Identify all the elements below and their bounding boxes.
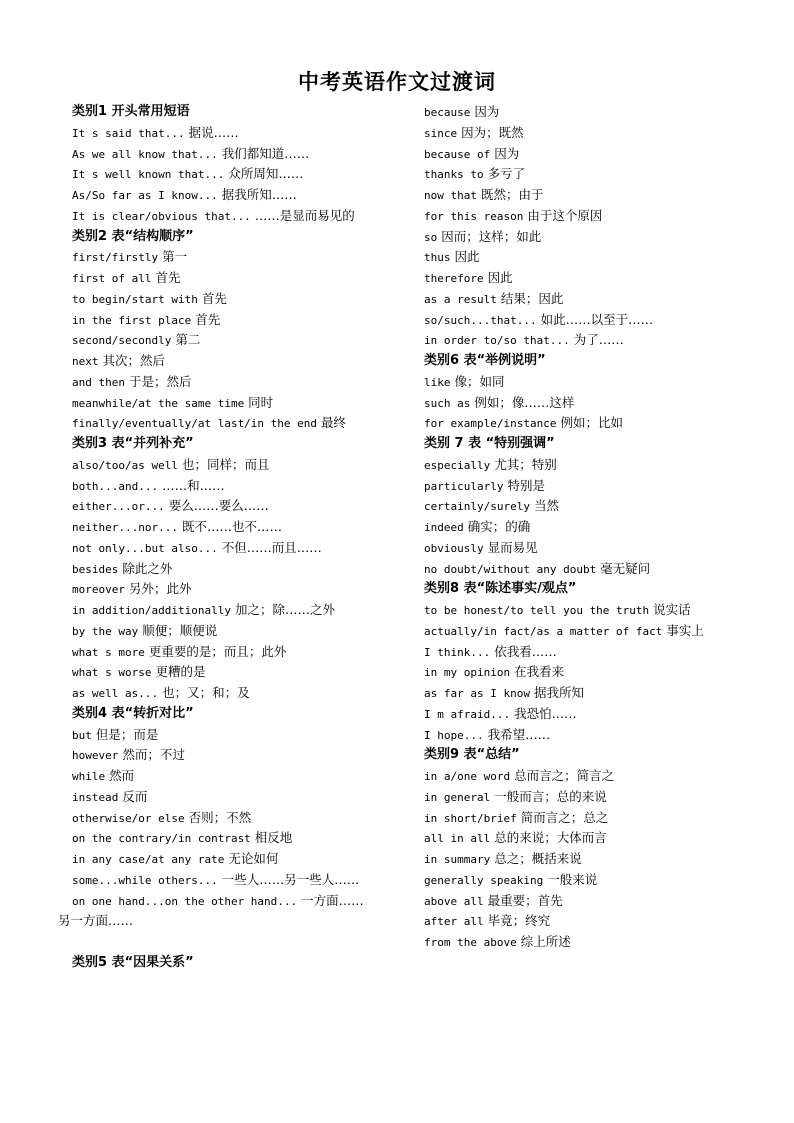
phrase-entry	[424, 247, 754, 268]
entry-english: actually/in fact/as a matter of fact	[424, 624, 663, 638]
entry-chinese: 例如；比如	[560, 415, 623, 431]
phrase-entry	[424, 932, 754, 953]
phrase-entry	[72, 330, 412, 351]
category-heading: 类别3 表“并列补充”	[72, 436, 194, 451]
entry-chinese: 综上所述	[520, 934, 571, 949]
entry-chinese: 另外；此外	[128, 581, 192, 597]
entry-chinese: 反而	[122, 788, 148, 804]
entry-english: first of all	[72, 272, 152, 285]
entry-english: both...and...	[72, 479, 159, 493]
entry-chinese: 总之；概括来说	[494, 851, 582, 866]
phrase-entry	[72, 372, 412, 393]
entry-chinese: 第二	[175, 332, 201, 348]
entry-english: in a/one word	[424, 770, 511, 783]
phrase-entry	[72, 268, 412, 289]
entry-chinese: 为了……	[573, 332, 624, 348]
phrase-entry	[72, 310, 412, 331]
entry-english: as a result	[424, 292, 497, 306]
entry-english: as far as I know	[424, 687, 530, 700]
entry-english: I think...	[424, 645, 491, 659]
entry-english: either...or...	[72, 500, 165, 514]
entry-chinese: 于是；然后	[128, 373, 192, 389]
phrase-entry	[424, 870, 754, 891]
entry-chinese: 一般来说	[547, 871, 598, 887]
phrase-entry	[424, 144, 754, 165]
entry-chinese: 因此	[487, 270, 513, 285]
entry-english: in my opinion	[424, 666, 511, 680]
entry-chinese: 首先	[201, 290, 227, 306]
entry-english: first/firstly	[72, 251, 159, 265]
phrase-entry	[424, 849, 754, 870]
phrase-entry	[424, 559, 754, 580]
entry-english: neither...nor...	[72, 521, 178, 534]
entry-english: indeed	[424, 521, 464, 534]
phrase-entry	[424, 725, 754, 746]
entry-english: also/too/as well	[72, 458, 178, 472]
entry-chinese: ……是显而易见的	[254, 207, 355, 223]
entry-chinese: 因为；既然	[461, 124, 524, 140]
entry-english: moreover	[72, 583, 125, 597]
entry-chinese: 我希望……	[487, 726, 551, 742]
entry-chinese: 一般而言；总的来说	[494, 788, 607, 804]
entry-english: I hope...	[424, 728, 484, 742]
entry-english: second/secondly	[72, 334, 172, 348]
entry-english: while	[72, 770, 106, 783]
entry-chinese: 然而；不过	[122, 747, 185, 763]
phrase-entry	[72, 849, 412, 870]
phrase-entry	[72, 787, 412, 808]
phrase-entry	[72, 517, 412, 538]
entry-chinese: 最终	[321, 415, 347, 431]
phrase-entry	[424, 766, 754, 787]
entry-english: on the contrary/in contrast	[72, 832, 251, 846]
entry-chinese: 据我所知	[533, 685, 584, 700]
entry-chinese: 说实话	[653, 602, 691, 617]
entry-chinese: 既然；由于	[480, 187, 544, 202]
entry-english: since	[424, 126, 458, 140]
entry-english: thus	[424, 251, 451, 265]
entry-english: no doubt/without any doubt	[424, 562, 597, 576]
phrase-entry	[72, 642, 412, 663]
entry-english: such as	[424, 396, 471, 410]
entry-chinese: 据我所知……	[221, 187, 297, 202]
entry-chinese: 然而	[109, 768, 135, 783]
entry-chinese: 毕竟；终究	[487, 913, 551, 929]
phrase-entry	[424, 185, 754, 206]
phrase-entry	[72, 351, 412, 372]
phrase-entry	[72, 413, 412, 434]
phrase-entry	[72, 683, 412, 704]
phrase-entry	[424, 268, 754, 289]
phrase-entry	[424, 911, 754, 932]
entry-chinese: 要么……要么……	[168, 498, 269, 514]
entry-chinese: 一方面……	[301, 892, 364, 908]
entry-chinese: 当然	[533, 498, 559, 514]
entry-chinese: 无论如何	[228, 851, 279, 866]
entry-chinese: 众所周知……	[228, 166, 304, 182]
entry-chinese: 毫无疑问	[600, 560, 651, 576]
entry-chinese: 据说……	[188, 124, 239, 140]
entry-english: I m afraid...	[424, 707, 511, 721]
phrase-entry	[72, 123, 412, 144]
entry-english: like	[424, 375, 451, 389]
entry-chinese: 由于这个原因	[527, 207, 603, 223]
entry-english: in the first place	[72, 313, 192, 327]
entry-english: for example/instance	[424, 417, 557, 431]
entry-english: in any case/at any rate	[72, 853, 225, 866]
entry-english: by the way	[72, 624, 139, 638]
entry-chinese: 显而易见	[487, 539, 538, 555]
phrase-entry	[72, 621, 412, 642]
entry-english: therefore	[424, 272, 484, 285]
entry-chinese: 除此之外	[122, 560, 173, 576]
phrase-entry	[424, 476, 754, 497]
entry-chinese: 因而；这样；如此	[441, 228, 542, 244]
entry-english: for this reason	[424, 209, 524, 223]
phrase-entry	[72, 891, 412, 912]
entry-english: not only...but also...	[72, 541, 218, 555]
entry-chinese: 因为	[494, 145, 520, 161]
phrase-entry	[72, 745, 412, 766]
entry-english: so	[424, 230, 438, 244]
entry-chinese: 总的来说；大体而言	[494, 830, 607, 846]
phrase-entry	[72, 538, 412, 559]
category-heading: 类别9 表“总结”	[424, 747, 520, 763]
entry-english: and then	[72, 375, 125, 389]
entry-english: from the above	[424, 936, 517, 949]
entry-english: because of	[424, 147, 491, 161]
phrase-entry	[424, 330, 754, 351]
entry-english: instead	[72, 790, 119, 804]
category-heading: 类别6 表“举例说明”	[424, 353, 546, 368]
entry-english: It s well known that...	[72, 168, 225, 182]
phrase-entry	[424, 642, 754, 663]
entry-english: obviously	[424, 541, 484, 555]
entry-english: besides	[72, 562, 119, 576]
entry-english: after all	[424, 915, 484, 929]
phrase-entry	[424, 704, 754, 725]
entry-chinese: 我恐怕……	[514, 705, 577, 721]
entry-chinese: 我们都知道……	[221, 145, 310, 161]
entry-chinese: 更糟的是	[155, 664, 206, 680]
phrase-entry	[424, 164, 754, 185]
phrase-entry	[424, 496, 754, 517]
entry-chinese: 总而言之；简言之	[514, 768, 615, 783]
phrase-entry	[424, 372, 754, 393]
phrase-entry	[424, 808, 754, 829]
entry-english: above all	[424, 894, 484, 908]
entry-english: in addition/additionally	[72, 604, 231, 617]
entry-english: in general	[424, 790, 491, 804]
entry-chinese: 最重要；首先	[487, 892, 563, 908]
entry-chinese: 加之；除……之外	[234, 602, 335, 617]
phrase-entry	[72, 496, 412, 517]
entry-english: It s said that...	[72, 126, 185, 140]
entry-chinese: 既不……也不……	[181, 519, 282, 534]
phrase-entry	[72, 579, 412, 600]
blank-line	[72, 932, 412, 953]
entry-english: particularly	[424, 479, 504, 493]
entry-english: however	[72, 749, 119, 763]
entry-english: certainly/surely	[424, 500, 530, 514]
phrase-entry	[72, 725, 412, 746]
entry-english: to begin/start with	[72, 292, 198, 306]
right-column	[424, 102, 754, 953]
entry-chinese: 另一方面……	[58, 913, 134, 929]
entry-chinese: 结果；因此	[500, 290, 564, 306]
entry-english: to be honest/to tell you the truth	[424, 604, 650, 617]
entry-chinese: 简而言之；总之	[520, 809, 609, 825]
phrase-entry	[424, 662, 754, 683]
phrase-entry	[72, 476, 412, 497]
entry-chinese: 例如；像……这样	[474, 394, 575, 410]
entry-english: As/So far as I know...	[72, 189, 218, 202]
entry-chinese: 因为	[474, 104, 500, 119]
entry-english: so/such...that...	[424, 313, 537, 327]
phrase-entry	[424, 102, 754, 123]
phrase-entry	[72, 559, 412, 580]
entry-chinese: 依我看……	[494, 643, 557, 659]
entry-chinese: 多亏了	[487, 166, 526, 182]
entry-chinese: 其次；然后	[102, 353, 165, 368]
phrase-entry	[424, 538, 754, 559]
entry-english: generally speaking	[424, 873, 544, 887]
entry-chinese: 相反地	[254, 830, 293, 846]
entry-chinese: 尤其；特别	[494, 456, 557, 472]
entry-english: but	[72, 728, 92, 742]
entry-english: It is clear/obvious that...	[72, 209, 251, 223]
entry-chinese: 不但……而且……	[221, 539, 322, 555]
entry-english: all in all	[424, 832, 491, 846]
phrase-entry	[424, 227, 754, 248]
category-heading: 类别4 表“转折对比”	[72, 705, 194, 721]
entry-english: because	[424, 106, 471, 119]
phrase-entry	[424, 289, 754, 310]
entry-chinese: 首先	[155, 270, 181, 285]
entry-chinese: 事实上	[666, 622, 704, 638]
page-title: 中考英语作文过渡词	[298, 70, 496, 94]
entry-chinese: 确实；的确	[467, 519, 531, 534]
entry-chinese: 否则；不然	[188, 809, 252, 825]
category-heading: 类别1 开头常用短语	[72, 104, 190, 119]
phrase-entry	[72, 662, 412, 683]
phrase-entry	[72, 206, 412, 227]
entry-english: on one hand...on the other hand...	[72, 894, 298, 908]
entry-chinese: 首先	[195, 311, 221, 327]
entry-english: what s worse	[72, 666, 152, 680]
category-heading: 类别 7 表 “特别强调”	[424, 436, 555, 451]
entry-english: in order to/so that...	[424, 334, 570, 348]
category-heading: 类别2 表“结构顺序”	[72, 228, 194, 244]
entry-chinese: 一些人……另一些人……	[221, 871, 360, 887]
entry-english: as well as...	[72, 687, 159, 700]
entry-chinese: 如此……以至于……	[540, 311, 654, 327]
entry-english: next	[72, 355, 99, 368]
entry-chinese: 但是；而是	[95, 726, 159, 742]
category-heading: 类别5 表“因果关系”	[72, 954, 194, 970]
phrase-entry	[72, 808, 412, 829]
left-column	[58, 102, 412, 974]
phrase-entry	[424, 310, 754, 331]
phrase-entry	[424, 683, 754, 704]
phrase-entry	[72, 828, 412, 849]
entry-continuation	[58, 911, 412, 932]
phrase-entry	[424, 393, 754, 414]
phrase-entry	[72, 393, 412, 414]
phrase-entry	[72, 247, 412, 268]
phrase-entry	[424, 621, 754, 642]
entry-english: thanks to	[424, 168, 484, 182]
entry-chinese: 在我看来	[514, 664, 565, 680]
category-heading: 类别8 表“陈述事实/观点”	[424, 581, 577, 597]
phrase-entry	[72, 455, 412, 476]
phrase-entry	[72, 870, 412, 891]
entry-chinese: 特别是	[507, 477, 545, 493]
phrase-entry	[424, 123, 754, 144]
entry-chinese: 同时	[248, 394, 274, 410]
entry-english: otherwise/or else	[72, 811, 185, 825]
phrase-entry	[72, 144, 412, 165]
entry-english: especially	[424, 458, 491, 472]
entry-english: some...while others...	[72, 873, 218, 887]
phrase-entry	[424, 600, 754, 621]
phrase-entry	[424, 891, 754, 912]
entry-chinese: 也；同样；而且	[181, 456, 270, 472]
entry-chinese: 第一	[162, 249, 188, 265]
phrase-entry	[72, 600, 412, 621]
entry-chinese: 顺便；顺便说	[142, 622, 218, 638]
entry-chinese: 像；如同	[454, 373, 505, 389]
phrase-entry	[424, 455, 754, 476]
entry-chinese: 也；又；和；及	[162, 685, 250, 700]
phrase-entry	[424, 787, 754, 808]
entry-english: what s more	[72, 645, 145, 659]
phrase-entry	[424, 828, 754, 849]
phrase-entry	[72, 289, 412, 310]
entry-english: meanwhile/at the same time	[72, 396, 245, 410]
entry-english: in summary	[424, 853, 491, 866]
entry-english: finally/eventually/at last/in the end	[72, 417, 318, 431]
phrase-entry	[72, 164, 412, 185]
phrase-entry	[424, 517, 754, 538]
phrase-entry	[72, 766, 412, 787]
entry-english: now that	[424, 189, 477, 202]
entry-chinese: 更重要的是；而且；此外	[148, 643, 287, 659]
phrase-entry	[72, 185, 412, 206]
entry-english: in short/brief	[424, 811, 517, 825]
entry-english: As we all know that...	[72, 147, 218, 161]
phrase-entry	[424, 413, 754, 434]
entry-chinese: 因此	[454, 249, 480, 265]
entry-chinese: ……和……	[162, 477, 225, 493]
phrase-entry	[424, 206, 754, 227]
